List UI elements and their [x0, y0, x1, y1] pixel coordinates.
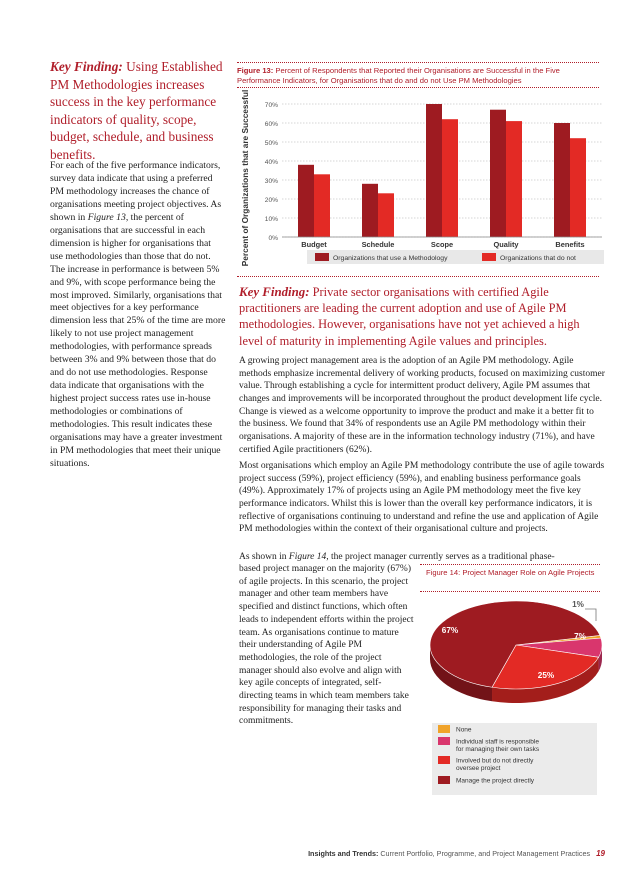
- fig13-y-tick-label: 10%: [264, 215, 278, 223]
- fig14-caption-label: Figure 14:: [426, 568, 461, 577]
- left-body-part-1: For each of the five performance indicators, survey data indicate that using a preferred PM methodology increases the chance of organisations meeting project objectives. As shown in: [50, 160, 222, 223]
- right-key-finding-text: Private sector organisations with certified Agile practitioners are leading the current adoption and use of Agile PM methodologies. However, organisations have not yet achieved a high level of maturity in implementing Agile values and principles.: [239, 285, 580, 348]
- fig14-legend-label-2: Involved but do not directly oversee project: [456, 757, 534, 773]
- pm-role-lead-part-2: , the project manager currently serves as a traditional phase-: [326, 552, 555, 562]
- fig13-legend-label-no-method: Organizations that do not: [500, 255, 576, 262]
- pm-role-paragraph-lead: [239, 551, 605, 564]
- agile-success-paragraph: Most organisations which employ an Agile PM methodology contribute the use of agile towards project success (59%), project efficiency (59%), and enabling business performance goals (49%). Approximately 17% of projects using an Agile PM methodology meet the five key performance indicators. Whilst this is lower than the overall key performance indicators, it is reflective of organisations continuing to understand and refine the use and application of Agile PM methodologies within the context of their organisational culture and projects.: [239, 461, 605, 535]
- fig13-x-tick-label: Budget: [301, 240, 327, 249]
- fig13-y-axis-label: Percent of Organizations that are Successful: [240, 90, 250, 267]
- fig13-x-tick-label: Benefits: [555, 240, 585, 249]
- fig13-x-tick-label: Schedule: [361, 240, 395, 249]
- footer-text: Current Portfolio, Programme, and Project Management Practices: [378, 849, 591, 858]
- fig14-label-leader: [585, 609, 596, 621]
- fig14-legend-swatch-3: [438, 776, 450, 784]
- pm-role-figure-ref: Figure 14: [288, 552, 327, 562]
- fig14-caption-rule: [420, 591, 600, 592]
- fig13-bar-chart: [232, 90, 604, 275]
- fig13-bar-budget-0: [298, 165, 314, 237]
- left-body-figure-ref: Figure 13: [87, 211, 126, 223]
- fig14-legend-label-3: Manage the project directly: [456, 777, 535, 785]
- fig14-slice-label-3: 67%: [441, 626, 459, 635]
- fig13-bar-quality-1: [506, 121, 522, 237]
- agile-adoption-paragraph: A growing project management area is the adoption of an Agile PM methodology. Agile methods emphasize incremental delivery of working products, focused on maximizing customer value. Through establishing a cycle for intermittent product delivery, Agile PM assumes that changes and improvements will be incorporated throughout the product development life cycle. Change is viewed as a welcome opportunity to improve the product and make it a better fit to the business. We found that 34% of respondents use an Agile PM methodology within their organisations. A majority of these are in the information technology industry (71%), and have certified Agile practitioners (62%).: [239, 356, 605, 455]
- fig13-caption-label: Figure 13:: [237, 66, 274, 75]
- fig14-slice-label-0: 1%: [572, 600, 584, 609]
- fig14-legend: [432, 723, 597, 795]
- fig14-legend-swatch-0: [438, 725, 450, 733]
- footer-bold: Insights and Trends:: [308, 849, 379, 858]
- fig13-y-ticks: [265, 102, 278, 242]
- left-body-part-2: , the percent of organisations that are successful in each dimension is higher for organisations that use methodologies than those that do not. The increase in performance is between 5% and 9%, with scope performance being the most improved. Similarly, organisations that meet objectives for a key performance dimension less that 25% of the time are more likely to not use project management methodologies, with performance spreads between 3% and 9% between those that do and do not use methodologies. Response data indicate that organisations with the highest project success rates use in-house methodologies or combinations of methodologies. This result indicates these organisations may have a greater investment in PM methodologies that meet their unique situations.: [50, 211, 226, 469]
- fig14-caption-text: Project Manager Role on Agile Projects: [460, 568, 595, 577]
- fig13-y-tick-label: 30%: [264, 177, 278, 185]
- fig13-bar-budget-1: [314, 174, 330, 237]
- left-key-finding-label: Key Finding:: [50, 59, 123, 74]
- fig13-bar-scope-0: [426, 104, 442, 237]
- fig13-top-rule: [237, 62, 599, 63]
- fig13-x-tick-label: Quality: [493, 240, 519, 249]
- fig13-legend-swatch-no-method: [482, 253, 496, 261]
- fig13-legend-label-method: Organizations that use a Methodology: [333, 255, 448, 262]
- fig14-legend-swatch-1: [438, 737, 450, 745]
- left-key-finding-text: Using Established PM Methodologies increases success in the key performance indicators of quality, scope, budget, schedule, and business benefits.: [50, 59, 223, 162]
- fig14-pie-chart: [420, 595, 610, 795]
- fig13-legend-swatch-method: [315, 253, 329, 261]
- pm-role-paragraph-body: based project manager on the majority (67%) of agile projects. In this scenario, the project manager and other team members have specified and distinct functions, which often leads to independent efforts within the project team. As organisations continue to mature their understanding of Agile PM methodologies, the role of the project manager should also evolve and align with key agile concepts of integrated, self-directing teams in which team members take responsibility for managing their tasks and commitments.: [239, 564, 414, 727]
- right-key-finding: [239, 284, 605, 349]
- right-key-finding-label: Key Finding:: [239, 285, 310, 299]
- fig14-pie: [430, 601, 602, 703]
- fig14-caption: [426, 568, 601, 578]
- fig13-bottom-rule: [237, 276, 599, 277]
- left-body-paragraph: [50, 160, 226, 471]
- fig13-y-tick-label: 60%: [264, 120, 278, 128]
- fig13-y-tick-label: 0%: [268, 234, 278, 242]
- fig13-bar-scope-1: [442, 119, 458, 237]
- fig13-bar-benefits-1: [570, 138, 586, 237]
- pm-role-lead-part-1: As shown in: [239, 552, 289, 562]
- fig14-legend-swatch-2: [438, 756, 450, 764]
- fig13-legend: [307, 250, 604, 264]
- fig13-bar-schedule-1: [378, 193, 394, 237]
- fig13-caption-text: Percent of Respondents that Reported their Organisations are Successful in the Five Performance Indicators, for Organisations that do and do not Use PM Methodologies: [237, 66, 560, 85]
- fig13-x-ticks: [301, 240, 584, 249]
- fig14-slice-label-2: 25%: [537, 671, 555, 680]
- fig13-bar-benefits-0: [554, 123, 570, 237]
- fig13-caption-rule: [237, 87, 599, 88]
- fig14-slice-label-1: 7%: [574, 632, 586, 641]
- fig13-y-tick-label: 70%: [264, 101, 278, 109]
- fig13-y-tick-label: 50%: [264, 139, 278, 147]
- fig13-caption: [237, 66, 597, 86]
- fig13-bar-quality-0: [490, 110, 506, 237]
- fig14-legend-label-0: None: [456, 726, 472, 734]
- fig13-x-tick-label: Scope: [430, 240, 454, 249]
- fig14-top-rule: [420, 564, 600, 565]
- fig13-y-tick-label: 40%: [264, 158, 278, 166]
- left-key-finding: [50, 58, 226, 164]
- fig13-bar-schedule-0: [362, 184, 378, 237]
- fig14-legend-label-1: Individual staff is responsible for managing their own tasks: [456, 738, 540, 754]
- page-footer: [260, 849, 605, 858]
- fig13-y-tick-label: 20%: [264, 196, 278, 204]
- page-number: 19: [596, 849, 605, 858]
- fig13-bars: [282, 104, 602, 237]
